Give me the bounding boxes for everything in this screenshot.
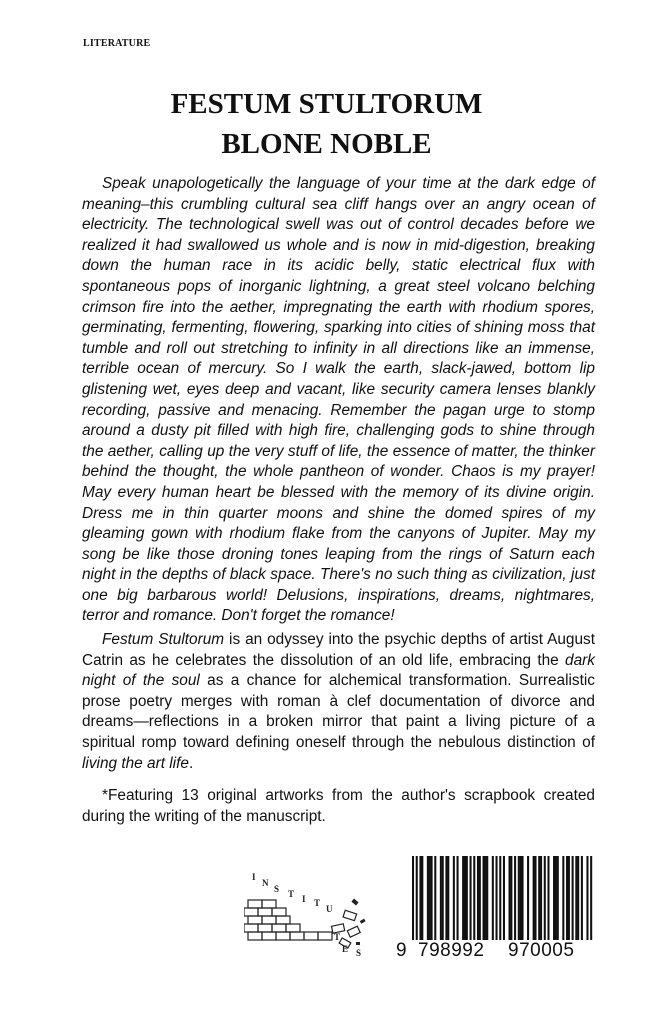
barcode-bar: [566, 856, 568, 940]
barcode-bar: [503, 856, 505, 940]
title-line-2: BLONE NOBLE: [221, 128, 432, 160]
desc-book-title: Festum Stultorum: [102, 631, 225, 648]
svg-text:I: I: [302, 894, 306, 904]
barcode-bar: [442, 856, 444, 940]
svg-text:T: T: [314, 898, 321, 908]
barcode-digit-lead: 9: [396, 940, 408, 961]
svg-text:T: T: [288, 889, 295, 899]
barcode-bars: [396, 856, 596, 940]
barcode-bar: [427, 856, 429, 940]
svg-text:E: E: [342, 944, 349, 954]
barcode-bar: [547, 856, 549, 940]
barcode-bar: [412, 856, 414, 940]
barcode-bar: [484, 856, 486, 940]
barcode-bar: [479, 856, 481, 940]
barcode-bar: [514, 856, 516, 940]
barcode-bar: [492, 856, 494, 940]
barcode-bar: [419, 856, 421, 940]
desc-part-3: .: [188, 754, 194, 772]
barcode-bar: [508, 856, 510, 940]
barcode-bar: [477, 856, 479, 940]
barcode-bar: [590, 856, 592, 940]
barcode-bar: [483, 856, 485, 940]
desc-part-1: is an odyssey into the psychic depths of artist August Catrin as he celebrates the dissolution of an old life, embracing the: [82, 631, 596, 669]
barcode-bar: [562, 856, 564, 940]
barcode-bar: [421, 856, 423, 940]
barcode-bar: [453, 856, 455, 940]
barcode-bar: [445, 856, 447, 940]
svg-text:S: S: [356, 948, 362, 958]
category-label: LITERATURE: [83, 38, 151, 49]
barcode-digit-group-1: 798992: [418, 940, 485, 961]
desc-living-art: living the art life: [82, 754, 189, 772]
barcode-bar: [557, 856, 559, 940]
svg-text:U: U: [326, 904, 333, 914]
barcode-bar: [440, 856, 442, 940]
barcode-bar: [447, 856, 449, 940]
barcode-bar: [544, 856, 546, 940]
barcode-bar: [534, 856, 536, 940]
barcode-bar: [553, 856, 555, 940]
svg-text:N: N: [262, 878, 269, 888]
barcode-bar: [577, 856, 579, 940]
barcode-bar: [457, 856, 459, 940]
barcode-digit-group-2: 970005: [508, 940, 575, 961]
svg-text:I: I: [252, 872, 256, 882]
desc-dark-night: dark night of the soul: [82, 651, 595, 690]
svg-text:S: S: [274, 884, 280, 894]
barcode-bar: [431, 856, 433, 940]
barcode-bar: [521, 856, 523, 940]
desc-part-2: as a chance for alchemical transformation. Surrealistic prose poetry merges with roman à clef documentation of divorce and dreams—reflections in a broken mirror that paint a living picture of a spiritual romp toward defining oneself through the nebulous distinction of: [82, 672, 595, 751]
barcode-bar: [575, 856, 577, 940]
barcode-bar: [538, 856, 540, 940]
barcode-bar: [533, 856, 535, 940]
barcode-bar: [473, 856, 475, 940]
excerpt-quote: Speak unapologetically the language of your time at the dark edge of meaning–this crumbling cultural sea cliff hangs over an angry ocean of electricity. The technological swell was out of control decades before we realized it had swallowed us whole and is now in mid-digestion, breaking down the human race in its acidic belly, static electrical flux with spontaneous pops of inorganic lightning, a great steel volcano belching crimson fire into the aether, impregnating the earth with rhodium spores, germinating, fermenting, flowering, sparking into cities of shining moss that tumble and roll out stretching to infinity in all directions like an immense, terrible ocean of mercury. So I walk the earth, slack-jawed, bottom lip glistening wet, eyes deep and vacant, like security camera lenses blankly recording, passive and menacing. Remember the pagan urge to stomp around a dusty pit filled with high fire, challenging gods to shine through the aether, calling up the very stuff of life, the essence of matter, the thinker behind the thought, the whole pantheon of wonder. Chaos is my prayer! May every human heart be blessed with the memory of its divine origin. Dress me in thin quarter moons and shine the domed spires of my gleaming gown with rhodium flake from the canyons of Jupiter. May my song be like those droning tones leaping from the rings of Saturn each night in the depths of black space. There's no such thing as civilization, just one big barbarous world! Delusions, inspirations, dreams, nightmares, terror and romance. Don't forget the romance!: [82, 175, 595, 625]
barcode-bar: [581, 856, 583, 940]
barcode-bar: [466, 856, 468, 940]
barcode-bar: [572, 856, 574, 940]
barcode-bar: [586, 856, 588, 940]
barcode-bar: [496, 856, 498, 940]
barcode-bar: [520, 856, 522, 940]
title-line-1: FESTUM STULTORUM: [170, 88, 483, 120]
book-title: [0, 84, 653, 164]
barcode-bar: [416, 856, 418, 940]
barcode-bar: [540, 856, 542, 940]
barcode-bar: [486, 856, 488, 940]
barcode-bar: [462, 856, 464, 940]
barcode-bar: [518, 856, 520, 940]
barcode-bar: [555, 856, 557, 940]
publisher-logo-icon: [244, 870, 372, 958]
barcode-bar: [470, 856, 472, 940]
svg-text:T: T: [334, 932, 341, 942]
barcode-bar: [568, 856, 570, 940]
barcode-bar: [434, 856, 436, 940]
barcode-bar: [527, 856, 529, 940]
barcode-bar: [429, 856, 431, 940]
barcode-bar: [499, 856, 501, 940]
book-description: [82, 630, 595, 774]
barcode-bar: [510, 856, 512, 940]
isbn-barcode: [396, 856, 596, 966]
artwork-note: *Featuring 13 original artworks from the author's scrapbook created during the writing of the manuscript.: [82, 787, 595, 825]
barcode-bar: [464, 856, 466, 940]
